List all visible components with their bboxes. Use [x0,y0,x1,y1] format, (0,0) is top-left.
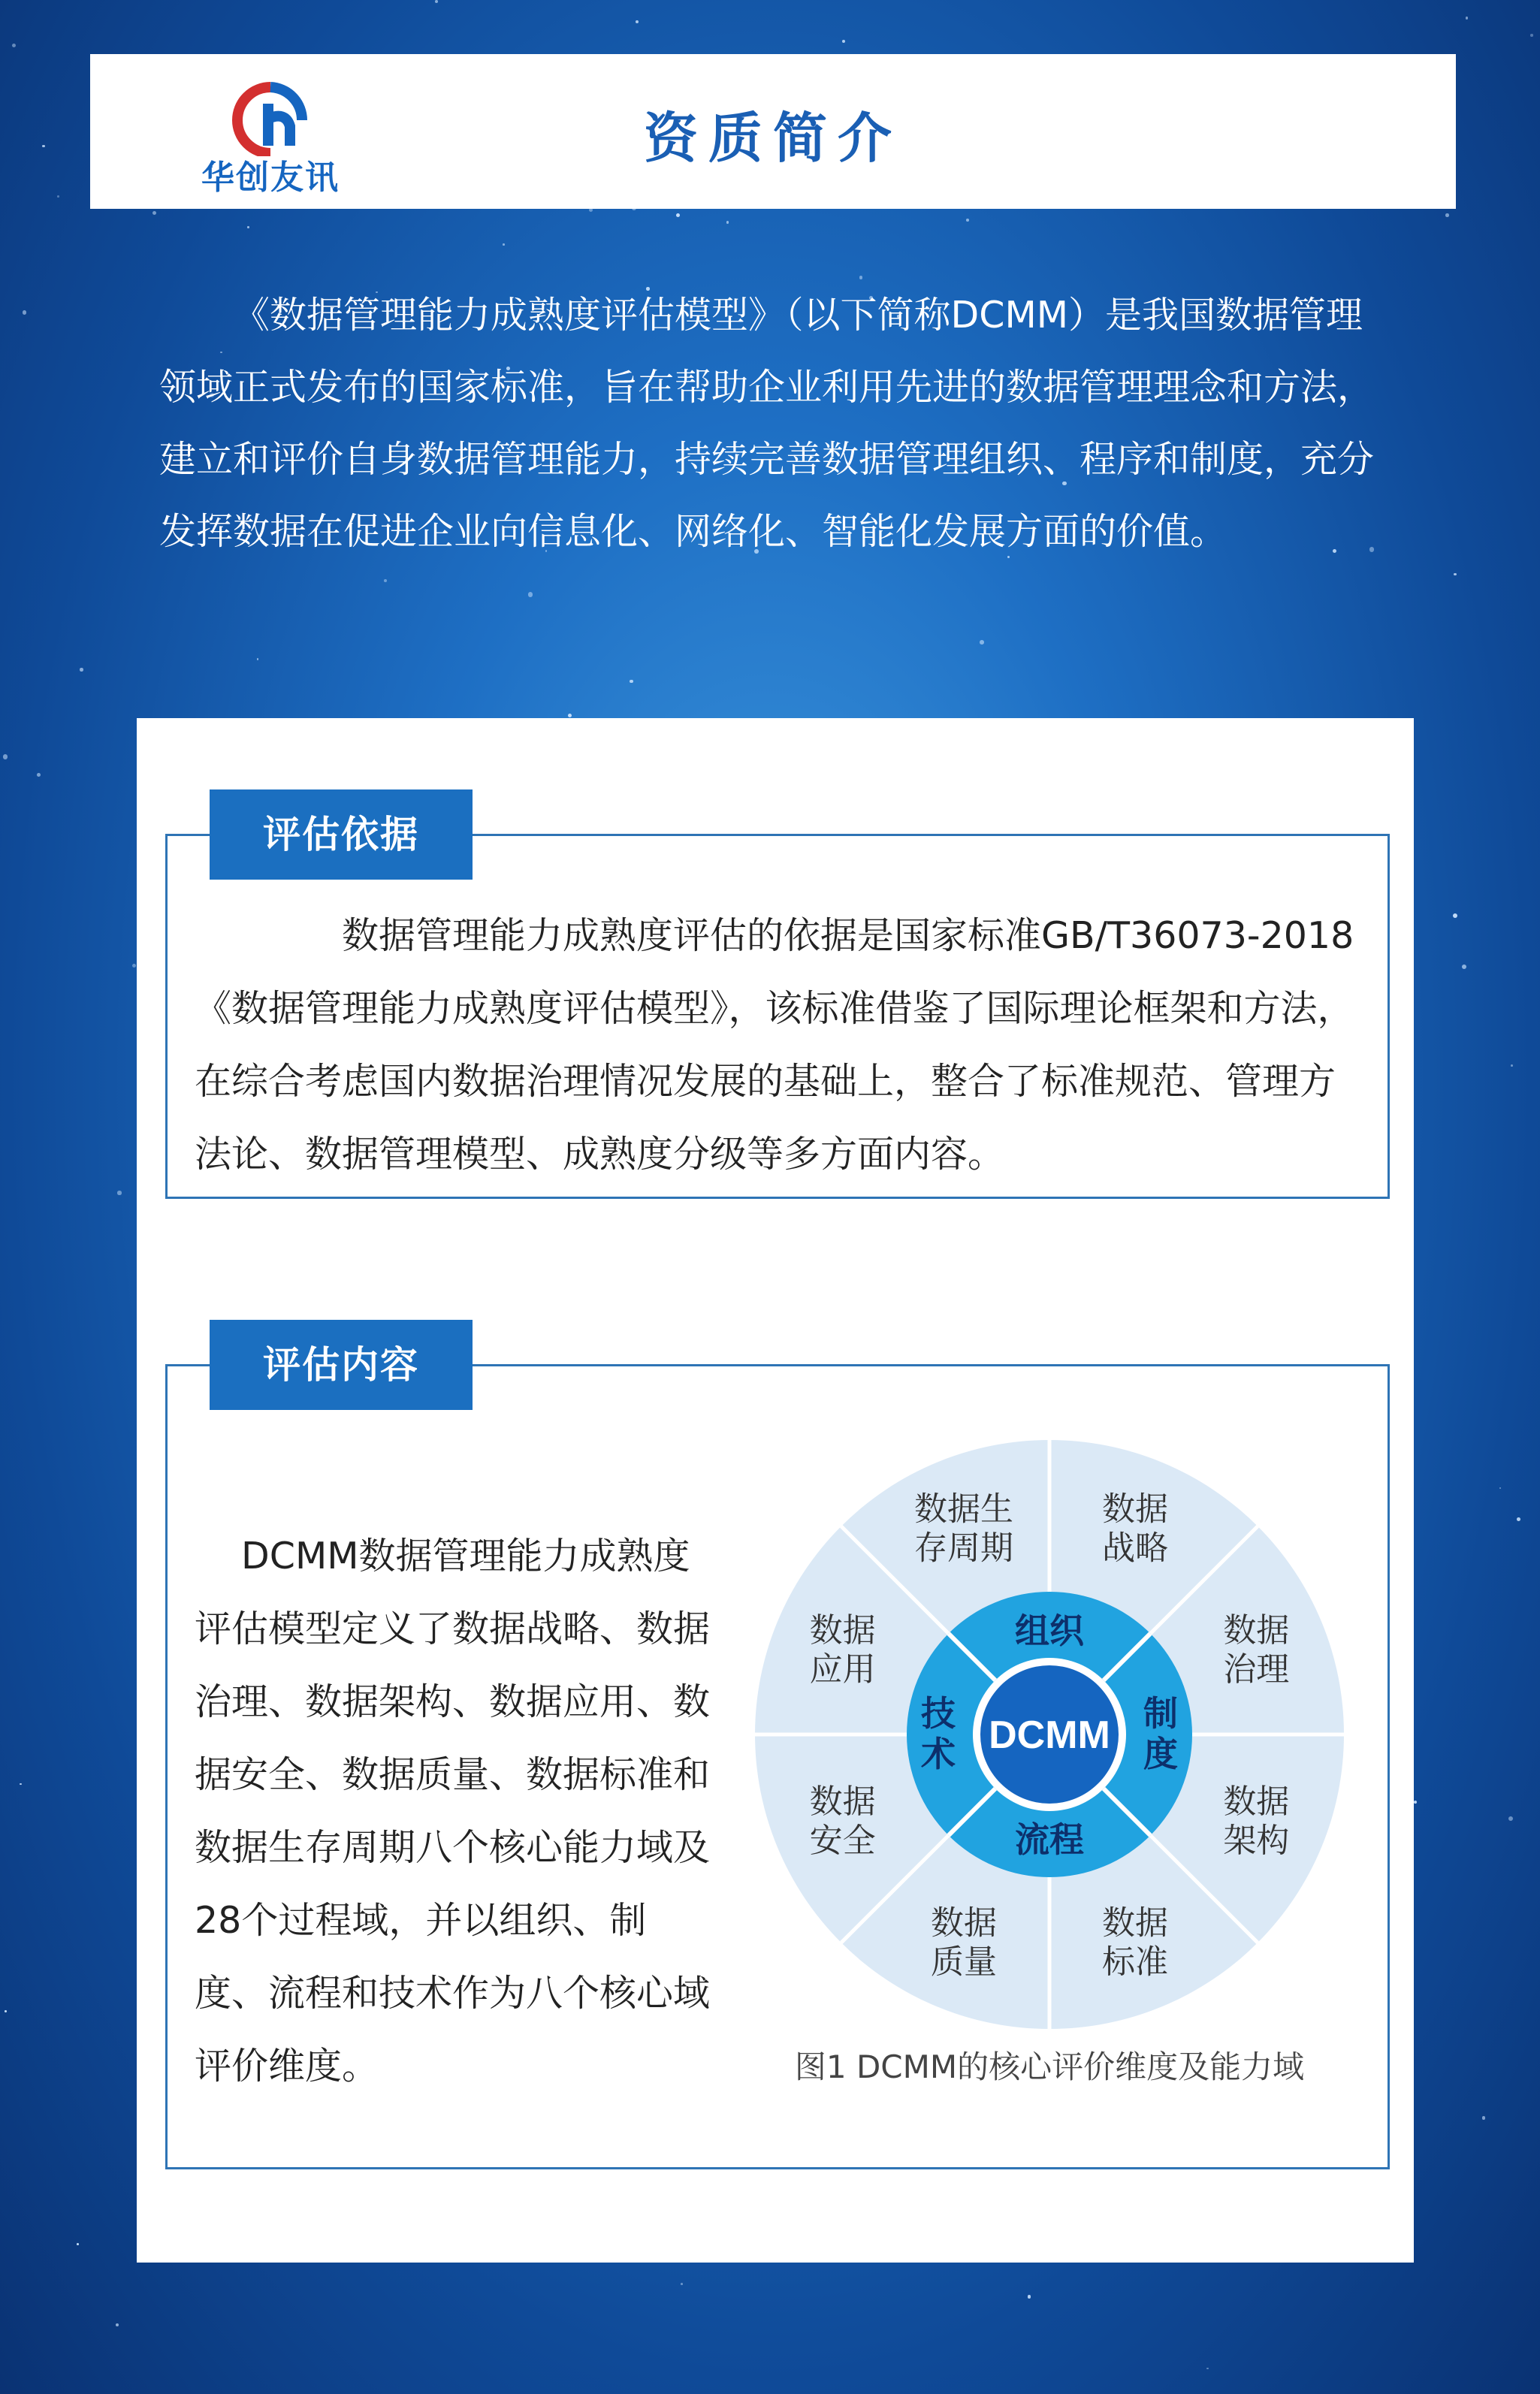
domain-label: 安全 [809,1822,876,1861]
star [3,754,8,759]
dimension-right-1: 制 [1143,1693,1178,1734]
star [5,2010,7,2012]
section-basis-tag: 评估依据 [210,789,473,880]
domain-label: 应用 [809,1650,876,1689]
star [568,714,572,717]
star [1028,2295,1031,2298]
star [980,640,984,645]
domain-label: 架构 [1223,1822,1290,1861]
dimension-top: 组织 [1015,1611,1084,1651]
star [1508,1816,1513,1821]
star [1466,17,1468,19]
star [1206,2368,1208,2369]
star [116,2323,119,2326]
star [42,145,45,148]
star [152,211,156,215]
star [1511,1064,1513,1067]
star [20,1783,22,1786]
star [1517,1517,1520,1521]
domain-label: 战略 [1102,1529,1169,1568]
domain-label: 数据 [1102,1903,1169,1943]
diagram-caption: 图1 DCMM的核心评价维度及能力域 [794,2048,1305,2085]
star [80,668,83,671]
star [726,221,729,223]
domain-label: 质量 [930,1943,997,1982]
domain-label: 数据 [809,1783,876,1822]
header-banner [90,54,1456,209]
star [1499,1487,1501,1489]
star [23,310,27,315]
section-content-tag: 评估内容 [210,1320,473,1410]
dimension-left-1: 技 [921,1693,956,1734]
star [435,0,438,3]
domain-label: 治理 [1223,1650,1290,1689]
star [257,658,259,660]
star [681,2283,683,2285]
star [966,219,969,222]
page-title: 资质简介 [643,106,902,170]
star [676,213,680,217]
dimension-right-2: 度 [1143,1734,1178,1774]
domain-label: 数据 [1102,1490,1169,1529]
logo-text: 华创友讯 [201,158,340,197]
intro-paragraph: 《数据管理能力成熟度评估模型》（以下简称DCMM）是我国数据管理领域正式发布的国家标准，旨在帮助企业利用先进的数据管理理念和方法，建立和评价自身数据管理能力，持续完善数据管理组织、程序和制度，充分发挥数据在促进企业向信息化、网络化、智能化发展方面的价值。 [159,294,1375,553]
section-content-text: DCMM数据管理能力成熟度评估模型定义了数据战略、数据治理、数据架构、数据应用、数据安全、数据质量、数据标准和数据生存周期八个核心能力域及28个过程域，并以组织、制度、流程和技术作为八个核心域评价维度。 [195,1535,711,2088]
star [636,20,639,23]
dimension-bottom: 流程 [1015,1819,1084,1860]
star [132,964,136,968]
section-basis-text: 数据管理能力成熟度评估的依据是国家标准GB/T36073-2018《数据管理能力成熟度评估模型》，该标准借鉴了国际理论框架和方法，在综合考虑国内数据治理情况发展的基础上，整合了标准规范、管理方法论、数据管理模型、成熟度分级等多方面内容。 [195,914,1354,1176]
content-card [137,718,1414,2263]
star [77,2243,79,2245]
star [1414,1801,1417,1804]
domain-label: 数据 [809,1611,876,1650]
domain-label: 数据生 [913,1490,1013,1529]
domain-label: 标准 [1102,1943,1169,1982]
star [57,195,59,198]
center-label: DCMM [989,1713,1110,1757]
domain-label: 存周期 [913,1529,1013,1568]
star [842,40,845,43]
star [247,226,249,228]
dimension-left-2: 术 [921,1734,956,1774]
star [503,243,505,246]
domain-label: 数据 [1223,1783,1290,1822]
star [117,1191,121,1194]
section-basis [165,813,1390,1199]
star [384,579,387,582]
star [12,44,16,47]
domain-label: 数据 [930,1903,997,1943]
star [859,276,862,279]
star [1445,213,1449,217]
star [528,592,533,596]
star [1482,2116,1485,2119]
domain-label: 数据 [1223,1611,1290,1650]
star [1462,965,1466,969]
star [630,680,633,684]
star [37,773,41,777]
dcmm-diagram [749,1434,1350,2035]
star [1453,913,1457,918]
star [1530,34,1532,36]
star [1454,573,1456,575]
section-content [165,1343,1390,2169]
